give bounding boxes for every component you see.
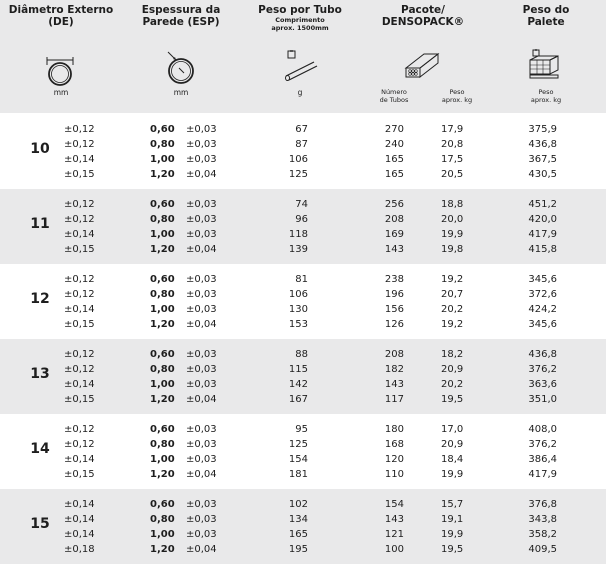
wall-tolerance: ±0,04 xyxy=(186,169,217,180)
header-palete-weight-label: Peso aprox. kg xyxy=(530,88,562,104)
wall-tolerance: ±0,04 xyxy=(186,544,217,555)
wall-thickness-icon xyxy=(165,50,197,86)
de-tolerance: ±0,12 xyxy=(64,349,95,360)
table-row xyxy=(0,137,606,152)
tube-weight: 130 xyxy=(288,304,308,315)
tubes-per-pack: 100 xyxy=(384,544,404,555)
pack-weight: 19,9 xyxy=(441,229,464,240)
tubes-per-pack: 143 xyxy=(384,244,404,255)
wall-thickness: 1,00 xyxy=(150,304,175,315)
pallet-weight: 376,2 xyxy=(528,439,557,450)
pallet-weight: 363,6 xyxy=(528,379,557,390)
de-tolerance: ±0,12 xyxy=(64,139,95,150)
tube-weight: 139 xyxy=(288,244,308,255)
tube-weight: 195 xyxy=(288,544,308,555)
wall-tolerance: ±0,03 xyxy=(186,139,217,150)
wall-tolerance: ±0,03 xyxy=(186,379,217,390)
tubes-per-pack: 180 xyxy=(384,424,404,435)
wall-thickness: 0,60 xyxy=(150,349,175,360)
wall-thickness: 1,00 xyxy=(150,154,175,165)
pack-weight: 19,5 xyxy=(441,394,464,405)
wall-thickness: 1,20 xyxy=(150,469,175,480)
header-peso-tubo-title: Peso por Tubo xyxy=(258,4,342,16)
tube-weight: 154 xyxy=(288,454,308,465)
pack-weight: 18,2 xyxy=(441,349,464,360)
de-tolerance: ±0,14 xyxy=(64,379,95,390)
tubes-per-pack: 143 xyxy=(384,514,404,525)
pack-weight: 19,5 xyxy=(441,544,464,555)
de-tolerance: ±0,18 xyxy=(64,544,95,555)
table-row xyxy=(0,377,606,392)
tube-weight: 81 xyxy=(295,274,308,285)
de-tolerance: ±0,14 xyxy=(64,229,95,240)
outer-diameter-value: 15 xyxy=(30,516,50,532)
de-tolerance: ±0,14 xyxy=(64,154,95,165)
de-tolerance: ±0,14 xyxy=(64,499,95,510)
table-row xyxy=(0,497,606,512)
header-de-unit: mm xyxy=(53,88,69,97)
header-esp-unit: mm xyxy=(173,88,189,97)
table-row xyxy=(0,362,606,377)
pallet-weight: 345,6 xyxy=(528,274,557,285)
wall-tolerance: ±0,03 xyxy=(186,214,217,225)
pack-weight: 19,9 xyxy=(441,529,464,540)
wall-thickness: 1,00 xyxy=(150,529,175,540)
table-row xyxy=(0,527,606,542)
tube-weight: 125 xyxy=(288,169,308,180)
wall-tolerance: ±0,03 xyxy=(186,454,217,465)
table-row xyxy=(0,317,606,332)
wall-tolerance: ±0,04 xyxy=(186,319,217,330)
wall-tolerance: ±0,04 xyxy=(186,244,217,255)
tube-weight: 115 xyxy=(288,364,308,375)
pack-weight: 20,8 xyxy=(441,139,464,150)
wall-tolerance: ±0,03 xyxy=(186,424,217,435)
table-row xyxy=(0,467,606,482)
tube-weight-icon xyxy=(283,48,319,82)
pack-weight: 20,0 xyxy=(441,214,464,225)
diameter-group xyxy=(0,339,606,414)
tube-weight: 153 xyxy=(288,319,308,330)
de-tolerance: ±0,14 xyxy=(64,454,95,465)
de-tolerance: ±0,15 xyxy=(64,469,95,480)
wall-thickness: 0,60 xyxy=(150,424,175,435)
header-de-title: Diâmetro Externo (DE) xyxy=(8,4,114,28)
pallet-weight: 417,9 xyxy=(528,469,557,480)
tube-weight: 95 xyxy=(295,424,308,435)
de-tolerance: ±0,15 xyxy=(64,244,95,255)
pallet-weight: 372,6 xyxy=(528,289,557,300)
de-tolerance: ±0,14 xyxy=(64,514,95,525)
tubes-per-pack: 208 xyxy=(384,214,404,225)
pallet-weight: 451,2 xyxy=(528,199,557,210)
table-row xyxy=(0,542,606,557)
pack-weight: 17,0 xyxy=(441,424,464,435)
pallet-weight: 386,4 xyxy=(528,454,557,465)
tubes-per-pack: 165 xyxy=(384,169,404,180)
pack-weight: 19,1 xyxy=(441,514,464,525)
pack-weight: 19,2 xyxy=(441,274,464,285)
pallet-weight: 367,5 xyxy=(528,154,557,165)
wall-thickness: 0,80 xyxy=(150,514,175,525)
pack-weight: 18,8 xyxy=(441,199,464,210)
tube-weight: 134 xyxy=(288,514,308,525)
tube-weight: 167 xyxy=(288,394,308,405)
table-header xyxy=(0,0,606,113)
outer-diameter-value: 10 xyxy=(30,141,50,157)
pallet-weight: 343,8 xyxy=(528,514,557,525)
pallet-weight: 408,0 xyxy=(528,424,557,435)
tubes-per-pack: 182 xyxy=(384,364,404,375)
pallet-weight: 358,2 xyxy=(528,529,557,540)
table-row xyxy=(0,437,606,452)
pack-weight: 19,9 xyxy=(441,469,464,480)
header-pacote-weight-label: Peso aprox. kg xyxy=(441,88,473,104)
table-row xyxy=(0,212,606,227)
pack-weight: 20,7 xyxy=(441,289,464,300)
wall-thickness: 0,80 xyxy=(150,289,175,300)
de-tolerance: ±0,12 xyxy=(64,124,95,135)
table-row xyxy=(0,512,606,527)
tubes-per-pack: 110 xyxy=(384,469,404,480)
wall-thickness: 0,60 xyxy=(150,499,175,510)
de-tolerance: ±0,15 xyxy=(64,319,95,330)
table-row xyxy=(0,242,606,257)
wall-tolerance: ±0,03 xyxy=(186,529,217,540)
tube-bundle-icon xyxy=(404,50,440,80)
tubes-per-pack: 121 xyxy=(384,529,404,540)
outer-diameter-value: 14 xyxy=(30,441,50,457)
wall-tolerance: ±0,03 xyxy=(186,274,217,285)
de-tolerance: ±0,12 xyxy=(64,289,95,300)
header-palete-title: Peso do Palete xyxy=(522,4,570,28)
header-peso-tubo xyxy=(240,0,360,32)
pallet-weight: 409,5 xyxy=(528,544,557,555)
wall-tolerance: ±0,03 xyxy=(186,304,217,315)
diameter-group xyxy=(0,189,606,264)
table-row xyxy=(0,122,606,137)
pallet-weight: 351,0 xyxy=(528,394,557,405)
header-palete xyxy=(486,0,606,28)
tube-weight: 88 xyxy=(295,349,308,360)
pack-weight: 19,8 xyxy=(441,244,464,255)
header-peso-tubo-sub: Comprimento aprox. 1500mm xyxy=(271,16,329,32)
wall-tolerance: ±0,03 xyxy=(186,349,217,360)
tubes-per-pack: 169 xyxy=(384,229,404,240)
table-row xyxy=(0,272,606,287)
wall-tolerance: ±0,04 xyxy=(186,469,217,480)
wall-thickness: 0,80 xyxy=(150,214,175,225)
diameter-group xyxy=(0,264,606,339)
de-tolerance: ±0,12 xyxy=(64,439,95,450)
wall-thickness: 0,80 xyxy=(150,364,175,375)
wall-thickness: 1,20 xyxy=(150,544,175,555)
header-pacote-num-label: Número de Tubos xyxy=(379,88,409,104)
pack-weight: 20,5 xyxy=(441,169,464,180)
wall-thickness: 1,20 xyxy=(150,394,175,405)
outer-diameter-icon xyxy=(44,54,76,86)
wall-tolerance: ±0,03 xyxy=(186,499,217,510)
pallet-weight: 417,9 xyxy=(528,229,557,240)
header-esp xyxy=(122,0,240,28)
tubes-per-pack: 196 xyxy=(384,289,404,300)
wall-thickness: 0,80 xyxy=(150,439,175,450)
header-esp-title: Espessura da Parede (ESP) xyxy=(141,4,221,28)
wall-tolerance: ±0,03 xyxy=(186,124,217,135)
de-tolerance: ±0,12 xyxy=(64,214,95,225)
tubes-per-pack: 208 xyxy=(384,349,404,360)
pack-weight: 20,2 xyxy=(441,379,464,390)
table-row xyxy=(0,227,606,242)
pallet-weight: 375,9 xyxy=(528,124,557,135)
pack-weight: 15,7 xyxy=(441,499,464,510)
tubes-per-pack: 143 xyxy=(384,379,404,390)
tubes-per-pack: 270 xyxy=(384,124,404,135)
pallet-weight: 436,8 xyxy=(528,139,557,150)
de-tolerance: ±0,12 xyxy=(64,274,95,285)
pallet-weight: 430,5 xyxy=(528,169,557,180)
tubes-per-pack: 240 xyxy=(384,139,404,150)
header-peso-tubo-unit: g xyxy=(297,88,303,97)
wall-tolerance: ±0,03 xyxy=(186,364,217,375)
tubes-per-pack: 117 xyxy=(384,394,404,405)
tubes-per-pack: 154 xyxy=(384,499,404,510)
header-pacote xyxy=(360,0,486,28)
tube-weight: 106 xyxy=(288,289,308,300)
pack-weight: 19,2 xyxy=(441,319,464,330)
tube-weight: 118 xyxy=(288,229,308,240)
wall-thickness: 1,20 xyxy=(150,244,175,255)
tube-weight: 142 xyxy=(288,379,308,390)
wall-thickness: 1,00 xyxy=(150,379,175,390)
pack-weight: 17,9 xyxy=(441,124,464,135)
outer-diameter-value: 11 xyxy=(30,216,50,232)
pack-weight: 17,5 xyxy=(441,154,464,165)
table-row xyxy=(0,197,606,212)
tubes-per-pack: 168 xyxy=(384,439,404,450)
tubes-per-pack: 156 xyxy=(384,304,404,315)
header-de xyxy=(0,0,122,28)
pallet-weight: 345,6 xyxy=(528,319,557,330)
diameter-group xyxy=(0,489,606,564)
de-tolerance: ±0,12 xyxy=(64,424,95,435)
tube-weight: 125 xyxy=(288,439,308,450)
pallet-weight: 376,2 xyxy=(528,364,557,375)
wall-tolerance: ±0,03 xyxy=(186,154,217,165)
wall-thickness: 1,00 xyxy=(150,229,175,240)
wall-tolerance: ±0,04 xyxy=(186,394,217,405)
wall-tolerance: ±0,03 xyxy=(186,199,217,210)
pallet-weight: 436,8 xyxy=(528,349,557,360)
de-tolerance: ±0,15 xyxy=(64,394,95,405)
wall-thickness: 1,20 xyxy=(150,319,175,330)
tubes-per-pack: 165 xyxy=(384,154,404,165)
tube-weight: 106 xyxy=(288,154,308,165)
pack-weight: 20,2 xyxy=(441,304,464,315)
table-row xyxy=(0,167,606,182)
tubes-per-pack: 256 xyxy=(384,199,404,210)
wall-thickness: 0,60 xyxy=(150,199,175,210)
de-tolerance: ±0,12 xyxy=(64,364,95,375)
pallet-weight: 376,8 xyxy=(528,499,557,510)
header-pacote-title: Pacote/ DENSOPACK® xyxy=(381,4,465,28)
tube-weight: 96 xyxy=(295,214,308,225)
pack-weight: 20,9 xyxy=(441,364,464,375)
tubes-per-pack: 120 xyxy=(384,454,404,465)
table-row xyxy=(0,422,606,437)
diameter-group xyxy=(0,414,606,489)
wall-tolerance: ±0,03 xyxy=(186,514,217,525)
diameter-group xyxy=(0,114,606,189)
tube-weight: 165 xyxy=(288,529,308,540)
pallet-weight: 415,8 xyxy=(528,244,557,255)
pallet-weight: 424,2 xyxy=(528,304,557,315)
tube-weight: 87 xyxy=(295,139,308,150)
tubes-per-pack: 238 xyxy=(384,274,404,285)
table-row xyxy=(0,392,606,407)
table-row xyxy=(0,302,606,317)
outer-diameter-value: 12 xyxy=(30,291,50,307)
tube-weight: 181 xyxy=(288,469,308,480)
de-tolerance: ±0,14 xyxy=(64,304,95,315)
wall-thickness: 0,80 xyxy=(150,139,175,150)
wall-tolerance: ±0,03 xyxy=(186,439,217,450)
tube-weight: 74 xyxy=(295,199,308,210)
table-row xyxy=(0,287,606,302)
pallet-icon xyxy=(527,48,561,82)
table-row xyxy=(0,152,606,167)
tube-weight: 67 xyxy=(295,124,308,135)
wall-tolerance: ±0,03 xyxy=(186,289,217,300)
outer-diameter-value: 13 xyxy=(30,366,50,382)
wall-thickness: 1,00 xyxy=(150,454,175,465)
table-row xyxy=(0,452,606,467)
table-row xyxy=(0,347,606,362)
tube-weight: 102 xyxy=(288,499,308,510)
wall-thickness: 1,20 xyxy=(150,169,175,180)
wall-tolerance: ±0,03 xyxy=(186,229,217,240)
de-tolerance: ±0,15 xyxy=(64,169,95,180)
pack-weight: 20,9 xyxy=(441,439,464,450)
wall-thickness: 0,60 xyxy=(150,274,175,285)
de-tolerance: ±0,14 xyxy=(64,529,95,540)
de-tolerance: ±0,12 xyxy=(64,199,95,210)
pallet-weight: 420,0 xyxy=(528,214,557,225)
pack-weight: 18,4 xyxy=(441,454,464,465)
wall-thickness: 0,60 xyxy=(150,124,175,135)
tubes-per-pack: 126 xyxy=(384,319,404,330)
